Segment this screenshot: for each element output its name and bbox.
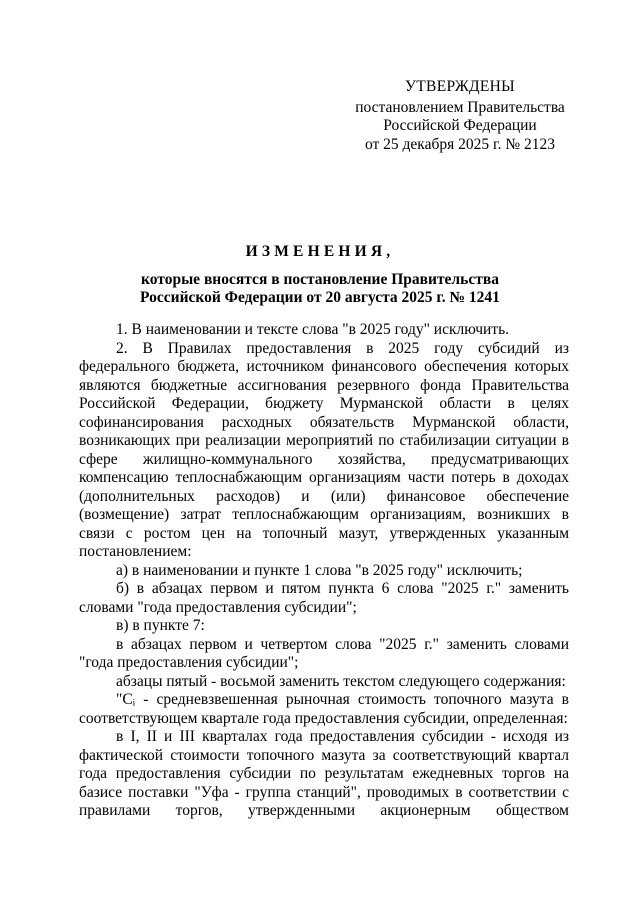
title-sub-2: Российской Федерации от 20 августа 2025 г. № 1241 (140, 289, 500, 306)
approval-line-1: постановлением Правительства (355, 98, 565, 116)
paragraph: абзацы пятый - восьмой заменить текстом следующего содержания: (116, 672, 566, 690)
paragraph: в абзацах первом и четвертом слова "2025 г." заменить словами "года предоставления субсидии"; (79, 635, 569, 671)
document-title (70, 243, 570, 308)
paragraph: в I, II и III кварталах года предоставления субсидии - исходя из фактической стоимости топочного мазута за соответствующий квартал года предоставления субсидии по результатам ежедневных торгов на базисе поставки "Уфа - группа станций", проводимых в соответствии с правилами торгов, утвержденными акционерным обществом (79, 728, 569, 819)
paragraph: "Cᵢ - средневзвешенная рыночная стоимость топочного мазута в соответствующем квартале года предоставления субсидии, определенная: (79, 691, 569, 727)
approval-heading: УТВЕРЖДЕНЫ (405, 78, 515, 95)
approval-line-3: от 25 декабря 2025 г. № 2123 (364, 135, 556, 153)
approval-line-2: Российской Федерации (383, 117, 537, 134)
paragraph: в) в пункте 7: (116, 617, 205, 634)
title-main: ИЗМЕНЕНИЯ, (245, 243, 395, 260)
paragraph: 1. В наименовании и тексте слова "в 2025 году" исключить. (116, 321, 510, 338)
paragraph: а) в наименовании и пункте 1 слова "в 2025 году" исключить; (116, 561, 523, 579)
approval-block (330, 78, 590, 154)
title-sub-1: которые вносятся в постановление Правительства (141, 270, 499, 288)
paragraph: б) в абзацах первом и пятом пункта 6 слова "2025 г." заменить словами "года предоставления субсидии"; (79, 580, 569, 616)
document-body (79, 321, 569, 821)
paragraph: 2. В Правилах предоставления в 2025 году субсидий из федерального бюджета, источником финансового обеспечения которых являются бюджетные ассигнования резервного фонда Правительства Российской Федерации, бюджету Мурманской области в целях софинансирования расходных обязательств Мурманской области, возникающих при реализации мероприятий по стабилизации ситуации в сфере жилищно-коммунального хозяйства, предусматривающих компенсацию теплоснабжающим организациям части потерь в доходах (дополнительных расходов) и (или) финансовое обеспечение (возмещение) затрат теплоснабжающим организациям, возникших в связи с ростом цен на топочный мазут, утвержденных указанным постановлением: (79, 339, 569, 560)
